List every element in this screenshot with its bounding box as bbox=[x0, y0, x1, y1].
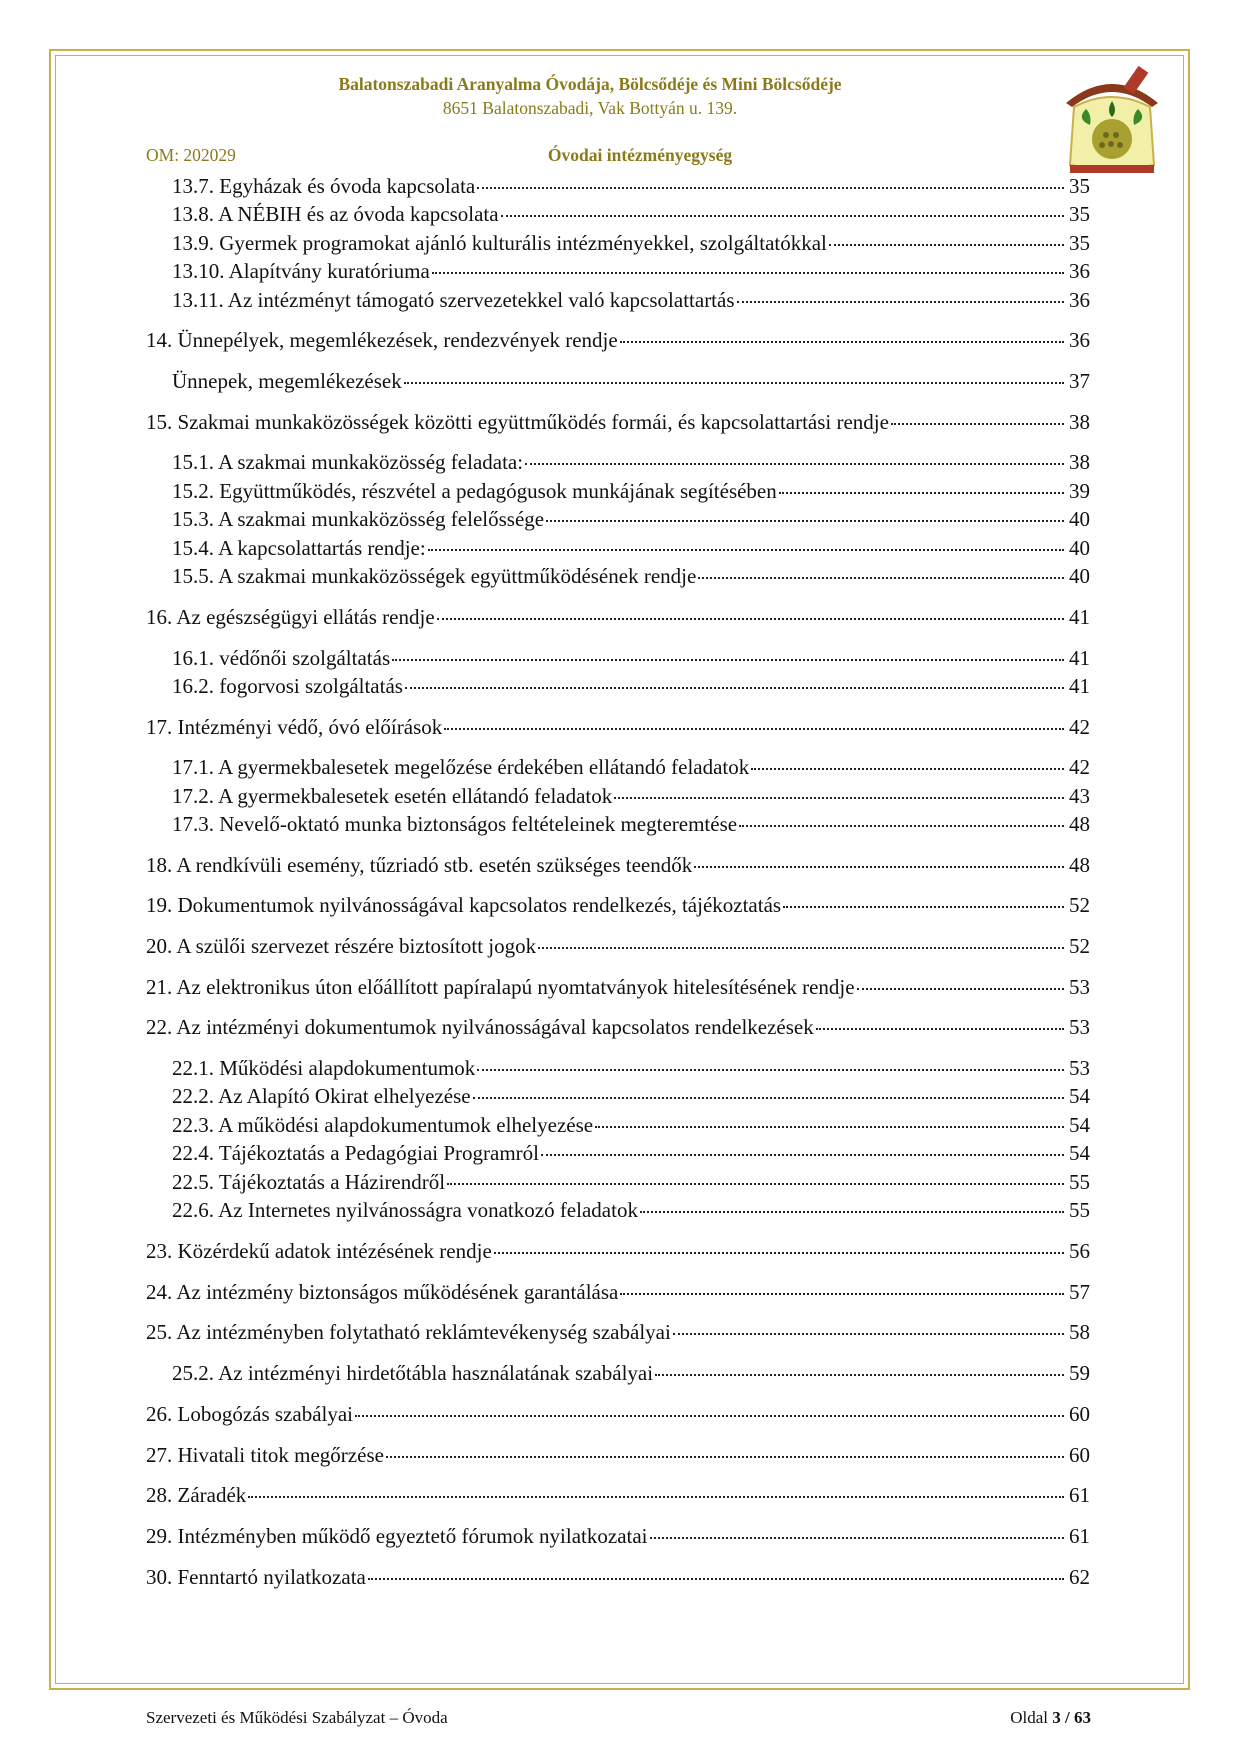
toc-entry-title: 22.2. Az Alapító Okirat elhelyezése bbox=[172, 1084, 471, 1108]
toc-entry-title: Ünnepek, megemlékezések bbox=[172, 369, 402, 393]
toc-dot-leader bbox=[444, 728, 1064, 730]
toc-entry[interactable] bbox=[172, 506, 1090, 532]
toc-dot-leader bbox=[614, 797, 1064, 799]
toc-entry[interactable] bbox=[172, 754, 1090, 780]
toc-entry-page: 54 bbox=[1069, 1141, 1090, 1165]
toc-entry[interactable] bbox=[172, 1112, 1090, 1138]
toc-dot-leader bbox=[538, 947, 1064, 949]
toc-entry-page: 60 bbox=[1069, 1402, 1090, 1426]
toc-entry-title: 15.5. A szakmai munkaközösségek együttműködésének rendje bbox=[172, 564, 697, 588]
toc-entry-page: 38 bbox=[1069, 450, 1090, 474]
toc-entry-title: 15.2. Együttműködés, részvétel a pedagógusok munkájának segítésében bbox=[172, 479, 777, 503]
toc-entry-title: 22. Az intézményi dokumentumok nyilvánosságával kapcsolatos rendelkezések bbox=[146, 1015, 814, 1039]
toc-dot-leader bbox=[640, 1211, 1064, 1213]
toc-entry-title: 15.3. A szakmai munkaközösség felelőssége bbox=[172, 507, 545, 531]
toc-dot-leader bbox=[248, 1496, 1064, 1498]
toc-entry-page: 61 bbox=[1069, 1524, 1090, 1548]
toc-entry-title: 22.6. Az Internetes nyilvánosságra vonatkozó feladatok bbox=[172, 1198, 638, 1222]
toc-dot-leader bbox=[650, 1537, 1064, 1539]
toc-entry[interactable] bbox=[146, 409, 1090, 435]
toc-entry-page: 40 bbox=[1069, 507, 1090, 531]
toc-entry[interactable] bbox=[172, 1055, 1090, 1081]
toc-entry[interactable] bbox=[146, 1442, 1090, 1468]
toc-dot-leader bbox=[620, 1293, 1064, 1295]
toc-dot-leader bbox=[432, 272, 1064, 274]
header-org-name: Balatonszabadi Aranyalma Óvodája, Bölcsődéje és Mini Bölcsődéje bbox=[338, 74, 842, 94]
toc-dot-leader bbox=[694, 866, 1064, 868]
toc-entry-page: 38 bbox=[1069, 410, 1090, 434]
toc-dot-leader bbox=[404, 382, 1064, 384]
toc-entry-title: 13.8. A NÉBIH és az óvoda kapcsolata bbox=[172, 202, 499, 226]
toc-dot-leader bbox=[891, 423, 1064, 425]
toc-entry-title: 22.1. Működési alapdokumentumok bbox=[172, 1056, 476, 1080]
toc-entry[interactable] bbox=[146, 1482, 1090, 1508]
toc-dot-leader bbox=[829, 244, 1064, 246]
toc-entry-title: 13.11. Az intézményt támogató szervezetekkel való kapcsolattartás bbox=[172, 288, 735, 312]
toc-entry-title: 21. Az elektronikus úton előállított papíralapú nyomtatványok hitelesítésének rendje bbox=[146, 975, 855, 999]
toc-dot-leader bbox=[386, 1456, 1064, 1458]
toc-dot-leader bbox=[546, 520, 1064, 522]
toc-entry[interactable] bbox=[172, 287, 1090, 313]
toc-entry[interactable] bbox=[172, 563, 1090, 589]
toc-dot-leader bbox=[541, 1154, 1064, 1156]
toc-entry-title: 25. Az intézményben folytatható reklámtevékenység szabályai bbox=[146, 1320, 671, 1344]
toc-entry[interactable] bbox=[146, 1523, 1090, 1549]
toc-entry-page: 41 bbox=[1069, 674, 1090, 698]
toc-entry-title: 22.3. A működési alapdokumentumok elhelyezése bbox=[172, 1113, 594, 1137]
toc-entry[interactable] bbox=[172, 645, 1090, 671]
toc-entry-title: 15. Szakmai munkaközösségek közötti együttműködés formái, és kapcsolattartási rendje bbox=[146, 410, 889, 434]
footer-page-number bbox=[1010, 1708, 1091, 1728]
toc-entry[interactable] bbox=[172, 258, 1090, 284]
toc-entry-title: 16.1. védőnői szolgáltatás bbox=[172, 646, 391, 670]
toc-dot-leader bbox=[620, 341, 1064, 343]
toc-entry-page: 40 bbox=[1069, 536, 1090, 560]
toc-entry-page: 60 bbox=[1069, 1443, 1090, 1467]
toc-dot-leader bbox=[737, 301, 1064, 303]
toc-entry[interactable] bbox=[146, 1279, 1090, 1305]
toc-entry-page: 57 bbox=[1069, 1280, 1090, 1304]
footer-page-current: 3 bbox=[1052, 1708, 1061, 1727]
toc-entry[interactable] bbox=[172, 173, 1090, 199]
toc-entry[interactable] bbox=[172, 783, 1090, 809]
toc-dot-leader bbox=[477, 1069, 1064, 1071]
toc-entry-page: 58 bbox=[1069, 1320, 1090, 1344]
toc-entry-page: 42 bbox=[1069, 715, 1090, 739]
toc-entry-page: 42 bbox=[1069, 755, 1090, 779]
toc-entry-page: 39 bbox=[1069, 479, 1090, 503]
toc-entry-page: 48 bbox=[1069, 812, 1090, 836]
toc-dot-leader bbox=[477, 187, 1064, 189]
toc-dot-leader bbox=[816, 1028, 1064, 1030]
toc-entry-page: 59 bbox=[1069, 1361, 1090, 1385]
toc-entry-page: 35 bbox=[1069, 231, 1090, 255]
toc-entry-title: 15.4. A kapcsolattartás rendje: bbox=[172, 536, 426, 560]
toc-entry[interactable] bbox=[146, 852, 1090, 878]
toc-entry[interactable] bbox=[172, 1169, 1090, 1195]
toc-dot-leader bbox=[355, 1415, 1064, 1417]
toc-entry[interactable] bbox=[146, 1319, 1090, 1345]
toc-entry-title: 24. Az intézmény biztonságos működésének garantálása bbox=[146, 1280, 619, 1304]
toc-entry[interactable] bbox=[146, 327, 1090, 353]
toc-entry-title: 19. Dokumentumok nyilvánosságával kapcsolatos rendelkezés, tájékoztatás bbox=[146, 893, 782, 917]
toc-entry-title: 17.1. A gyermekbalesetek megelőzése érdekében ellátandó feladatok bbox=[172, 755, 750, 779]
toc-entry-page: 35 bbox=[1069, 174, 1090, 198]
footer-page-label: Oldal bbox=[1010, 1708, 1049, 1727]
toc-entry-title: 18. A rendkívüli esemény, tűzriadó stb. esetén szükséges teendők bbox=[146, 853, 693, 877]
toc-entry-page: 53 bbox=[1069, 1056, 1090, 1080]
toc-entry-page: 54 bbox=[1069, 1084, 1090, 1108]
toc-entry-title: 30. Fenntartó nyilatkozata bbox=[146, 1565, 366, 1589]
toc-entry[interactable] bbox=[146, 974, 1090, 1000]
toc-dot-leader bbox=[779, 492, 1064, 494]
toc-entry-title: 14. Ünnepélyek, megemlékezések, rendezvények rendje bbox=[146, 328, 618, 352]
toc-entry-title: 17. Intézményi védő, óvó előírások bbox=[146, 715, 443, 739]
toc-entry-title: 22.4. Tájékoztatás a Pedagógiai Programról bbox=[172, 1141, 540, 1165]
toc-entry-page: 53 bbox=[1069, 975, 1090, 999]
toc-entry-title: 28. Záradék bbox=[146, 1483, 247, 1507]
toc-entry-title: 26. Lobogózás szabályai bbox=[146, 1402, 354, 1426]
toc-entry[interactable] bbox=[146, 933, 1090, 959]
toc-entry[interactable] bbox=[172, 535, 1090, 561]
toc-entry[interactable] bbox=[172, 1197, 1090, 1223]
toc-entry-page: 56 bbox=[1069, 1239, 1090, 1263]
toc-entry[interactable] bbox=[172, 1140, 1090, 1166]
toc-entry-page: 37 bbox=[1069, 369, 1090, 393]
toc-entry-title: 27. Hivatali titok megőrzése bbox=[146, 1443, 384, 1467]
toc-entry[interactable] bbox=[172, 201, 1090, 227]
toc-entry-page: 55 bbox=[1069, 1198, 1090, 1222]
toc-dot-leader bbox=[368, 1578, 1064, 1580]
toc-entry[interactable] bbox=[172, 811, 1090, 837]
toc-dot-leader bbox=[392, 659, 1064, 661]
toc-dot-leader bbox=[405, 687, 1064, 689]
toc-dot-leader bbox=[525, 463, 1064, 465]
footer-page-separator: / bbox=[1060, 1708, 1074, 1727]
toc-entry-page: 55 bbox=[1069, 1170, 1090, 1194]
toc-dot-leader bbox=[751, 768, 1064, 770]
toc-entry-title: 17.3. Nevelő-oktató munka biztonságos feltételeinek megteremtése bbox=[172, 812, 738, 836]
toc-entry-title: 15.1. A szakmai munkaközösség feladata: bbox=[172, 450, 524, 474]
toc-entry[interactable] bbox=[172, 230, 1090, 256]
toc-entry-title: 13.10. Alapítvány kuratóriuma bbox=[172, 259, 430, 283]
toc-entry[interactable] bbox=[172, 1360, 1090, 1386]
toc-entry[interactable] bbox=[172, 478, 1090, 504]
toc-entry-page: 48 bbox=[1069, 853, 1090, 877]
toc-dot-leader bbox=[783, 906, 1064, 908]
toc-entry-title: 17.2. A gyermekbalesetek esetén ellátandó feladatok bbox=[172, 784, 613, 808]
toc-dot-leader bbox=[447, 1183, 1064, 1185]
toc-dot-leader bbox=[437, 618, 1064, 620]
toc-entry-title: 16.2. fogorvosi szolgáltatás bbox=[172, 674, 403, 698]
toc-entry-title: 25.2. Az intézményi hirdetőtábla használatának szabályai bbox=[172, 1361, 654, 1385]
toc-entry[interactable] bbox=[172, 1083, 1090, 1109]
toc-dot-leader bbox=[655, 1374, 1064, 1376]
toc-dot-leader bbox=[501, 215, 1064, 217]
toc-entry[interactable] bbox=[146, 892, 1090, 918]
header-address: 8651 Balatonszabadi, Vak Bottyán u. 139. bbox=[442, 98, 738, 118]
toc-entry-page: 36 bbox=[1069, 288, 1090, 312]
toc-dot-leader bbox=[673, 1333, 1064, 1335]
toc-entry-page: 36 bbox=[1069, 259, 1090, 283]
toc-dot-leader bbox=[473, 1097, 1064, 1099]
toc-entry[interactable] bbox=[146, 1238, 1090, 1264]
toc-entry-page: 61 bbox=[1069, 1483, 1090, 1507]
toc-dot-leader bbox=[428, 549, 1064, 551]
toc-entry[interactable] bbox=[172, 449, 1090, 475]
toc-entry-page: 52 bbox=[1069, 893, 1090, 917]
toc-dot-leader bbox=[739, 825, 1064, 827]
toc-entry[interactable] bbox=[146, 1564, 1090, 1590]
toc-entry-title: 20. A szülői szervezet részére biztosított jogok bbox=[146, 934, 537, 958]
toc-entry[interactable] bbox=[146, 714, 1090, 740]
toc-entry-page: 40 bbox=[1069, 564, 1090, 588]
footer-document-title: Szervezeti és Működési Szabályzat – Óvoda bbox=[146, 1708, 448, 1727]
footer-page-total: 63 bbox=[1074, 1708, 1091, 1727]
toc-entry[interactable] bbox=[172, 368, 1090, 394]
toc-dot-leader bbox=[494, 1252, 1064, 1254]
toc-dot-leader bbox=[857, 988, 1064, 990]
toc-entry-page: 41 bbox=[1069, 605, 1090, 629]
toc-dot-leader bbox=[698, 577, 1064, 579]
toc-entry-page: 36 bbox=[1069, 328, 1090, 352]
toc-entry[interactable] bbox=[146, 1014, 1090, 1040]
toc-entry-title: 13.9. Gyermek programokat ajánló kulturális intézményekkel, szolgáltatókkal bbox=[172, 231, 827, 255]
toc-entry-page: 54 bbox=[1069, 1113, 1090, 1137]
toc-entry-page: 62 bbox=[1069, 1565, 1090, 1589]
toc-entry[interactable] bbox=[146, 1401, 1090, 1427]
toc-entry-title: 13.7. Egyházak és óvoda kapcsolata bbox=[172, 174, 476, 198]
toc-entry-title: 16. Az egészségügyi ellátás rendje bbox=[146, 605, 435, 629]
toc-dot-leader bbox=[595, 1126, 1064, 1128]
toc-entry-page: 43 bbox=[1069, 784, 1090, 808]
toc-entry-page: 41 bbox=[1069, 646, 1090, 670]
toc-entry-page: 35 bbox=[1069, 202, 1090, 226]
toc-entry[interactable] bbox=[172, 673, 1090, 699]
toc-entry-title: 29. Intézményben működő egyeztető fórumok nyilatkozatai bbox=[146, 1524, 648, 1548]
toc-entry-title: 22.5. Tájékoztatás a Házirendről bbox=[172, 1170, 446, 1194]
toc-entry-page: 52 bbox=[1069, 934, 1090, 958]
toc-entry-page: 53 bbox=[1069, 1015, 1090, 1039]
toc-entry-title: 23. Közérdekű adatok intézésének rendje bbox=[146, 1239, 492, 1263]
header-om-number: OM: 202029 bbox=[146, 145, 236, 165]
toc-entry[interactable] bbox=[146, 604, 1090, 630]
header-unit: Óvodai intézményegység bbox=[547, 145, 733, 165]
